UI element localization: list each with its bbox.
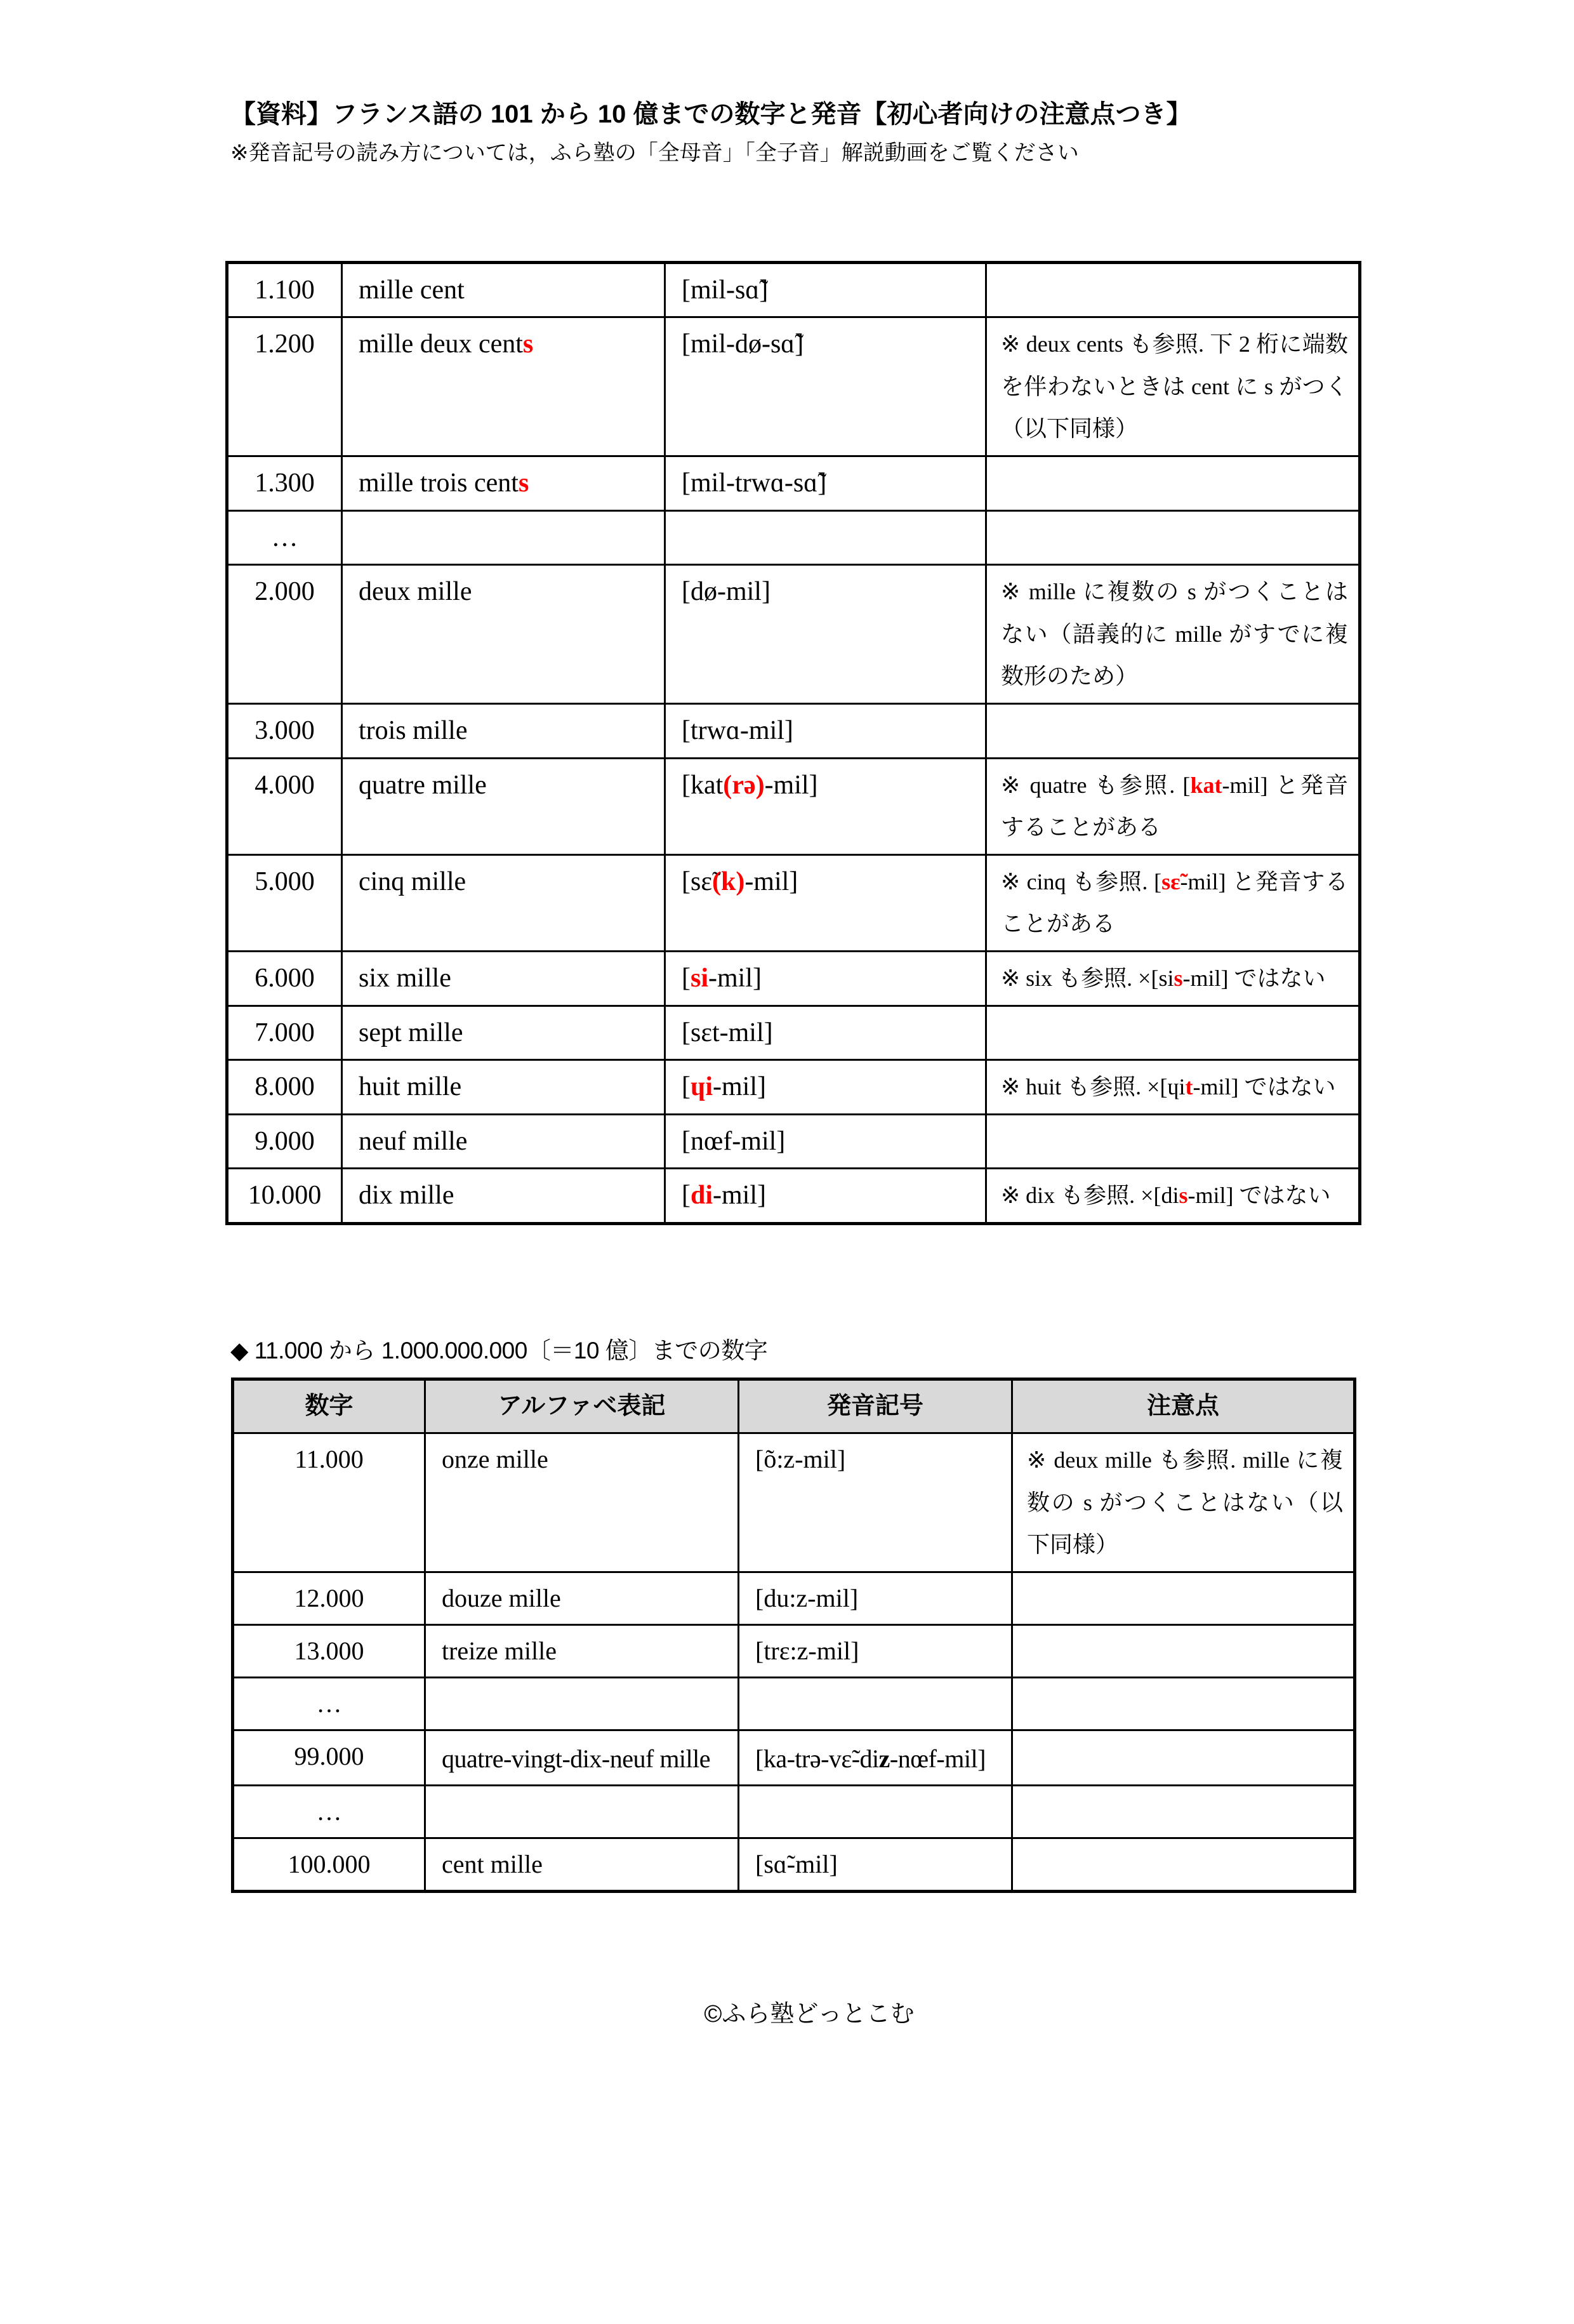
text: [sɛ̃	[682, 867, 712, 896]
column-header: 数字	[233, 1379, 425, 1433]
table2-body	[233, 1433, 1355, 1892]
number-cell: …	[233, 1785, 425, 1838]
table-row	[227, 1169, 1360, 1224]
pronunciation-cell	[665, 1169, 986, 1224]
number-cell: 99.000	[233, 1730, 425, 1785]
table-header-row	[233, 1379, 1355, 1433]
text: -mil] ではない	[1182, 965, 1326, 991]
table-row	[227, 565, 1360, 704]
number-cell: 9.000	[227, 1114, 342, 1169]
highlighted-text: kat	[1190, 772, 1222, 798]
table-row	[233, 1624, 1355, 1677]
pronunciation-cell	[665, 951, 986, 1006]
highlighted-text: s	[1179, 1183, 1188, 1209]
alphabet-cell: deux mille	[342, 565, 665, 704]
pronunciation-cell: [trɛ:z-mil]	[739, 1624, 1012, 1677]
number-cell: 6.000	[227, 951, 342, 1006]
alphabet-cell: treize mille	[425, 1624, 739, 1677]
table-row	[227, 456, 1360, 510]
alphabet-cell: mille cent	[342, 262, 665, 317]
text: [ka-trə-vɛ̃-di	[755, 1744, 879, 1773]
pronunciation-cell	[665, 854, 986, 951]
note-cell	[986, 1169, 1360, 1224]
text: [	[682, 1181, 691, 1211]
column-header: アルファベ表記	[425, 1379, 739, 1433]
text: -mil] ではない	[1193, 1074, 1336, 1100]
table-row	[227, 758, 1360, 854]
text: mille deux cent	[359, 329, 523, 359]
alphabet-cell: douze mille	[425, 1572, 739, 1624]
table-row	[227, 262, 1360, 317]
text: -mil]	[708, 963, 762, 993]
pronunciation-cell: [nœf-mil]	[665, 1114, 986, 1169]
table-row	[227, 854, 1360, 951]
table-row	[233, 1433, 1355, 1572]
text: [kat	[682, 770, 724, 800]
number-cell: 12.000	[233, 1572, 425, 1624]
number-cell: 1.200	[227, 317, 342, 456]
table-row	[227, 1006, 1360, 1060]
page-subtitle: ※発音記号の読み方については，ふら塾の「全母音」「全子音」解説動画をご覧ください	[230, 141, 1079, 165]
page-title: 【資料】フランス語の 101 から 10 億までの数字と発音【初心者向けの注意点つき】	[230, 100, 1192, 128]
table1-body	[227, 262, 1360, 1223]
table-row	[227, 951, 1360, 1006]
note-cell: ※ mille に複数の s がつくことはない（語義的に mille がすでに複数形のため）	[986, 565, 1360, 704]
text: [	[682, 963, 691, 993]
alphabet-cell: cent mille	[425, 1838, 739, 1891]
note-cell	[1012, 1677, 1355, 1730]
pronunciation-cell: [dø-mil]	[665, 565, 986, 704]
text: -mil]	[713, 1072, 767, 1102]
note-cell	[986, 1114, 1360, 1169]
pronunciation-cell	[665, 510, 986, 565]
highlighted-text: ɥi	[691, 1072, 713, 1102]
text: -nœf-mil]	[889, 1744, 986, 1773]
note-cell	[986, 1060, 1360, 1115]
pronunciation-cell: [sɑ̃-mil]	[739, 1838, 1012, 1891]
note-cell: ※ deux mille も参照. mille に複数の s がつくことはない（以下同様）	[1012, 1433, 1355, 1572]
number-cell: …	[233, 1677, 425, 1730]
pronunciation-cell: [mil-sɑ̃]	[665, 262, 986, 317]
document-page	[0, 96, 1574, 2031]
number-cell: 13.000	[233, 1624, 425, 1677]
note-cell	[1012, 1730, 1355, 1785]
note-cell	[986, 854, 1360, 951]
note-cell	[1012, 1572, 1355, 1624]
note-cell	[986, 1006, 1360, 1060]
table-row	[233, 1572, 1355, 1624]
numbers-table-11000-to-100000	[231, 1378, 1356, 1893]
table-row	[233, 1785, 1355, 1838]
pronunciation-cell: [mil-dø-sɑ̃]	[665, 317, 986, 456]
note-cell	[986, 758, 1360, 854]
number-cell: 100.000	[233, 1838, 425, 1891]
table-row	[227, 510, 1360, 565]
alphabet-cell: quatre mille	[342, 758, 665, 854]
alphabet-cell: neuf mille	[342, 1114, 665, 1169]
table-row	[233, 1677, 1355, 1730]
highlighted-text: s	[518, 468, 529, 498]
table-row	[227, 703, 1360, 758]
pronunciation-cell: [sɛt-mil]	[665, 1006, 986, 1060]
note-cell	[1012, 1838, 1355, 1891]
text: ※ quatre も参照. [	[1001, 772, 1191, 798]
text: ※ six も参照. ×[si	[1001, 965, 1174, 991]
alphabet-cell: huit mille	[342, 1060, 665, 1115]
alphabet-cell: dix mille	[342, 1169, 665, 1224]
text: -mil]	[764, 770, 818, 800]
text: -mil]	[744, 867, 798, 896]
number-cell: 1.300	[227, 456, 342, 510]
highlighted-text: sɛ̃	[1161, 868, 1180, 894]
alphabet-cell: onze mille	[425, 1433, 739, 1572]
note-cell	[986, 951, 1360, 1006]
alphabet-cell	[342, 317, 665, 456]
number-cell: 2.000	[227, 565, 342, 704]
text: [	[682, 1072, 691, 1102]
number-cell: 1.100	[227, 262, 342, 317]
text: -mil] と発音することがある	[1001, 868, 1349, 937]
number-cell: 3.000	[227, 703, 342, 758]
pronunciation-cell	[739, 1785, 1012, 1838]
text: -mil]	[713, 1181, 767, 1211]
highlighted-text: z	[878, 1744, 890, 1773]
highlighted-text: t	[1185, 1074, 1193, 1100]
note-cell	[986, 510, 1360, 565]
section-heading: ◆ 11.000 から 1.000.000.000〔＝10 億〕までの数字	[230, 1337, 768, 1364]
copyright-footer: ©ふら塾どっとこむ	[704, 2000, 915, 2028]
note-cell	[1012, 1785, 1355, 1838]
note-cell: ※ deux cents も参照. 下 2 桁に端数を伴わないときは cent に s がつく（以下同様）	[986, 317, 1360, 456]
alphabet-cell	[342, 510, 665, 565]
table-row	[233, 1730, 1355, 1785]
alphabet-cell: quatre-vingt-dix-neuf mille	[425, 1730, 739, 1785]
text: ※ dix も参照. ×[di	[1001, 1183, 1179, 1209]
highlighted-text: s	[1174, 965, 1183, 991]
highlighted-text: s	[522, 329, 534, 359]
highlighted-text: (rə)	[723, 770, 765, 800]
alphabet-cell	[425, 1677, 739, 1730]
alphabet-cell	[342, 456, 665, 510]
alphabet-cell: cinq mille	[342, 854, 665, 951]
note-cell	[986, 456, 1360, 510]
text: ※ huit も参照. ×[ɥi	[1001, 1074, 1186, 1100]
number-cell: 8.000	[227, 1060, 342, 1115]
note-cell	[1012, 1624, 1355, 1677]
table-row	[233, 1838, 1355, 1891]
text: -mil] ではない	[1187, 1183, 1331, 1209]
highlighted-text: (k)	[711, 867, 745, 896]
note-cell	[986, 703, 1360, 758]
pronunciation-cell: [mil-trwɑ-sɑ̃]	[665, 456, 986, 510]
number-cell: 4.000	[227, 758, 342, 854]
numbers-table-1100-to-10000	[225, 261, 1361, 1225]
highlighted-text: di	[691, 1181, 713, 1211]
alphabet-cell: six mille	[342, 951, 665, 1006]
highlighted-text: si	[691, 963, 709, 993]
alphabet-cell	[425, 1785, 739, 1838]
number-cell: …	[227, 510, 342, 565]
pronunciation-cell: [õ:z-mil]	[739, 1433, 1012, 1572]
alphabet-cell: sept mille	[342, 1006, 665, 1060]
number-cell: 7.000	[227, 1006, 342, 1060]
note-cell	[986, 262, 1360, 317]
number-cell: 5.000	[227, 854, 342, 951]
table-row	[227, 1114, 1360, 1169]
number-cell: 11.000	[233, 1433, 425, 1572]
pronunciation-cell: [trwɑ-mil]	[665, 703, 986, 758]
pronunciation-cell	[739, 1730, 1012, 1785]
pronunciation-cell	[665, 758, 986, 854]
table-row	[227, 317, 1360, 456]
text: ※ cinq も参照. [	[1001, 868, 1162, 894]
column-header: 注意点	[1012, 1379, 1355, 1433]
pronunciation-cell: [du:z-mil]	[739, 1572, 1012, 1624]
alphabet-cell: trois mille	[342, 703, 665, 758]
column-header: 発音記号	[739, 1379, 1012, 1433]
number-cell: 10.000	[227, 1169, 342, 1224]
pronunciation-cell	[665, 1060, 986, 1115]
text: -mil] と発音することがある	[1001, 772, 1349, 840]
pronunciation-cell	[739, 1677, 1012, 1730]
text: mille trois cent	[359, 468, 519, 498]
table-row	[227, 1060, 1360, 1115]
